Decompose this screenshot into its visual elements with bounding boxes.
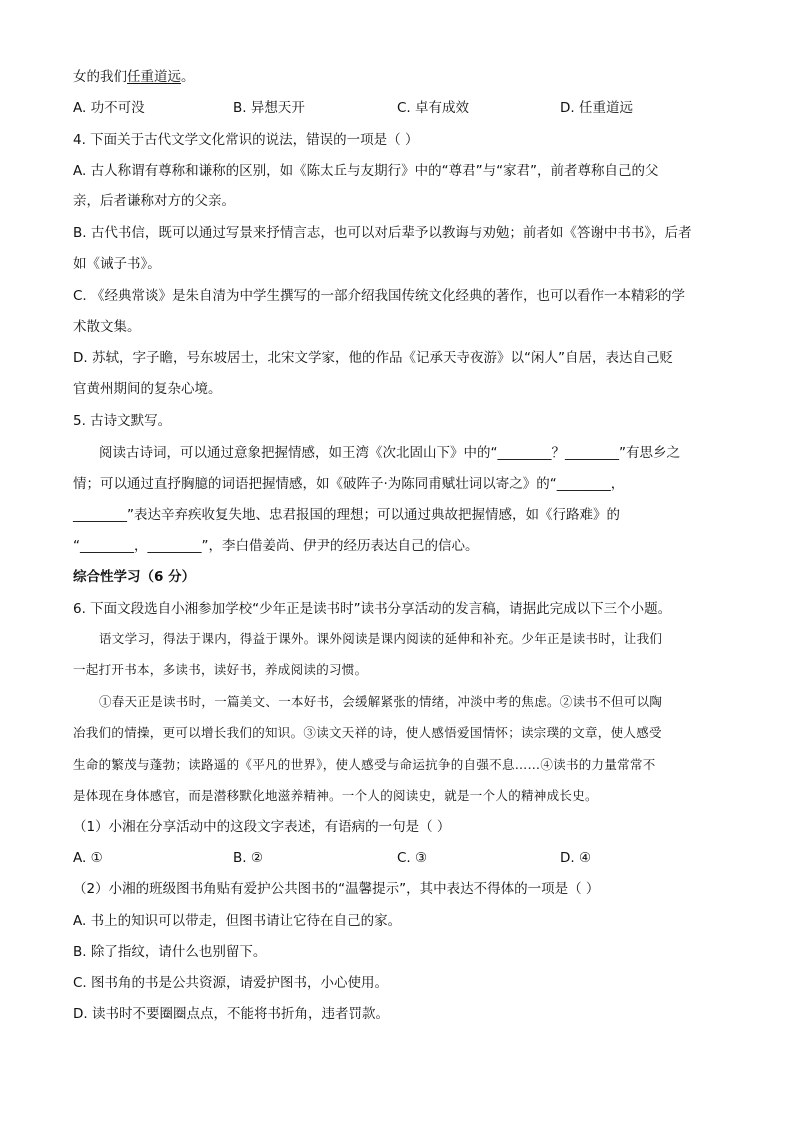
- q5-line: “________，________”，李白借姜尚、伊尹的经历表达自己的信心。: [73, 538, 479, 554]
- passage-line: 一起打开书本，多读书，读好书，养成阅读的习惯。: [73, 662, 368, 677]
- q4-option-a[interactable]: A. 古人称谓有尊称和谦称的区别，如《陈太丘与友期行》中的“尊君”与“家君”，前者尊称自己的父: [73, 163, 659, 179]
- q6-sub2-option-c[interactable]: C. 图书角的书是公共资源，请爱护图书，小心使用。: [73, 975, 389, 991]
- q4-option-c-cont: 术散文集。: [73, 319, 141, 335]
- text-fragment: 女的我们: [73, 69, 127, 85]
- q6-sub2-stem: （2）小湘的班级图书角贴有爱护公共图书的“温馨提示”，其中表达不得体的一项是（ ）: [73, 881, 600, 897]
- q4-option-d[interactable]: D. 苏轼，字子瞻，号东坡居士，北宋文学家，他的作品《记承天寺夜游》以“闲人”自居，表达自己贬: [73, 350, 673, 366]
- passage-line: 语文学习，得法于课内，得益于课外。课外阅读是课内阅读的延伸和补充。少年正是读书时，让我们: [99, 631, 663, 646]
- text-line: [73, 68, 195, 86]
- q4-stem: 4. 下面关于古代文学文化常识的说法，错误的一项是（ ）: [73, 132, 419, 148]
- q6-sub1-option-a[interactable]: A. ①: [73, 850, 103, 866]
- q6-sub1-option-c[interactable]: C. ③: [397, 850, 428, 866]
- q3-option-d[interactable]: D. 任重道远: [560, 100, 633, 116]
- q5-line: 情；可以通过直抒胸臆的词语把握情感，如《破阵子·为陈同甫赋壮词以寄之》的“________，: [73, 476, 625, 492]
- underlined-phrase: 任重道远: [127, 69, 181, 85]
- q5-line: ________”表达辛弃疾收复失地、忠君报国的理想；可以通过典故把握情感，如《行路难》的: [73, 507, 620, 523]
- q6-sub1-option-d[interactable]: D. ④: [560, 850, 592, 866]
- passage-line: 生命的繁茂与蓬勃；读路遥的《平凡的世界》，使人感受与命运抗争的自强不息……④读书的力量常常不: [73, 757, 656, 772]
- q4-option-b[interactable]: B. 古代书信，既可以通过写景来抒情言志，也可以对后辈予以教诲与劝勉；前者如《答谢中书书》，后者: [73, 225, 692, 241]
- q4-option-c[interactable]: C. 《经典常谈》是朱自清为中学生撰写的一部介绍我国传统文化经典的著作，也可以看作一本精彩的学: [73, 288, 686, 304]
- q6-sub1-option-b[interactable]: B. ②: [233, 850, 263, 866]
- text-fragment: 。: [181, 69, 195, 85]
- q3-option-a[interactable]: A. 功不可没: [73, 100, 145, 116]
- passage-line: 冶我们的情操，更可以增长我们的知识。③读文天祥的诗，使人感悟爱国情怀；读宗璞的文章，使人感受: [73, 725, 662, 740]
- passage-line: ①春天正是读书时，一篇美文、一本好书，会缓解紧张的情绪，冲淡中考的焦虑。②读书不但可以陶: [99, 694, 663, 709]
- q5-line: 阅读古诗词，可以通过意象把握情感，如王湾《次北固山下》中的“________？________”有思乡之: [99, 445, 680, 461]
- q4-option-a-cont: 亲，后者谦称对方的父亲。: [73, 193, 235, 209]
- q6-sub2-option-a[interactable]: A. 书上的知识可以带走，但图书请让它待在自己的家。: [73, 913, 402, 929]
- q6-stem: 6. 下面文段选自小湘参加学校“少年正是读书时”读书分享活动的发言稿，请据此完成以下三个小题。: [73, 601, 672, 617]
- q6-sub2-option-d[interactable]: D. 读书时不要圈圈点点，不能将书折角，违者罚款。: [73, 1006, 389, 1022]
- passage-line: 是体现在身体感官，而是潜移默化地滋养精神。一个人的阅读史，就是一个人的精神成长史。: [73, 788, 598, 803]
- q6-sub1-stem: （1）小湘在分享活动中的这段文字表述，有语病的一句是（ ）: [73, 819, 451, 835]
- q3-option-c[interactable]: C. 卓有成效: [397, 100, 470, 116]
- q4-option-b-cont: 如《诫子书》。: [73, 256, 161, 272]
- q3-option-b[interactable]: B. 异想天开: [233, 100, 305, 116]
- q4-option-d-cont: 官黄州期间的复杂心境。: [73, 381, 222, 397]
- q5-stem: 5. 古诗文默写。: [73, 413, 172, 429]
- section-heading: 综合性学习（6 分）: [73, 569, 196, 585]
- q6-sub2-option-b[interactable]: B. 除了指纹，请什么也别留下。: [73, 944, 267, 960]
